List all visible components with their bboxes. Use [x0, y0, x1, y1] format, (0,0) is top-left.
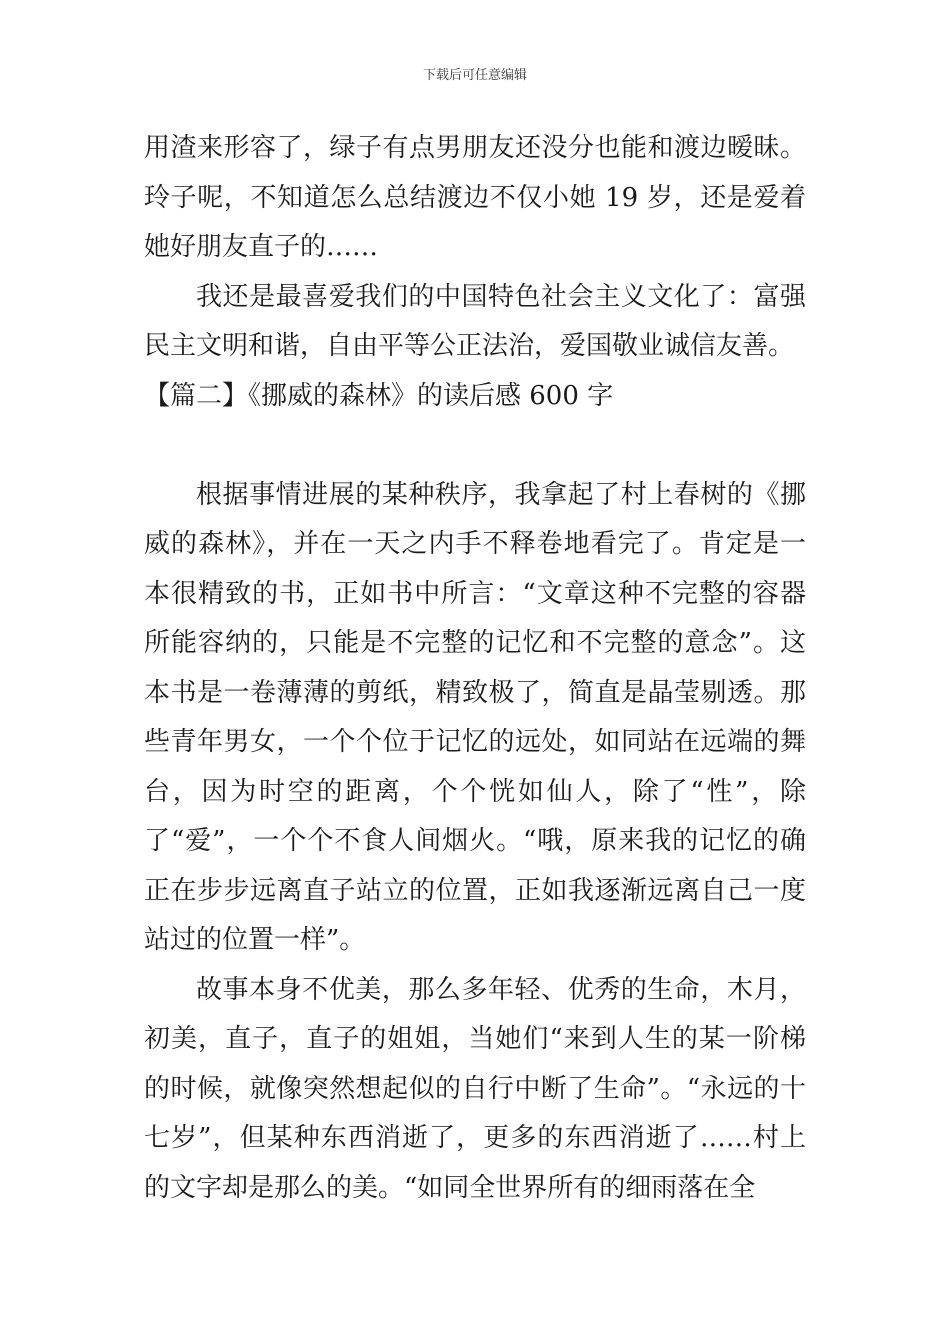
document-body	[144, 124, 806, 1213]
page-header: 下载后可任意编辑	[422, 68, 527, 83]
paragraph-review-intro: 根据事情进展的某种秩序，我拿起了村上春树的《挪威的森林》，并在一天之内手不释卷地看完了。肯定是一本很精致的书，正如书中所言：“文章这种不完整的容器所能容纳的，只能是不完整的记忆和不完整的意念”。这本书是一卷薄薄的剪纸，精致极了，简直是晶莹剔透。那些青年男女，一个个位于记忆的远处，如同站在远端的舞台，因为时空的距离，个个恍如仙人，除了“性”，除了“爱”，一个个不食人间烟火。“哦，原来我的记忆的确正在步步远离直子站立的位置，正如我逐渐远离自己一度站过的位置一样”。	[144, 479, 806, 955]
paragraph-review-story: 故事本身不优美，那么多年轻、优秀的生命，木月，初美，直子，直子的姐姐，当她们“来到人生的某一阶梯的时候，就像突然想起似的自行中断了生命”。“永远的十七岁”，但某种东西消逝了，更多的东西消逝了……村上的文字却是那么的美。“如同全世界所有的细雨落在全	[144, 974, 806, 1203]
blank-line	[144, 421, 806, 471]
section-heading: 【篇二】《挪威的森林》的读后感 600 字	[144, 380, 614, 411]
paragraph-core-values: 我还是最喜爱我们的中国特色社会主义文化了：富强民主文明和谐，自由平等公正法治，爱国敬业诚信友善。	[144, 281, 806, 361]
paragraph-continuation: 用渣来形容了，绿子有点男朋友还没分也能和渡边暧昧。玲子呢，不知道怎么总结渡边不仅小她 19 岁，还是爱着她好朋友直子的……	[144, 133, 806, 262]
